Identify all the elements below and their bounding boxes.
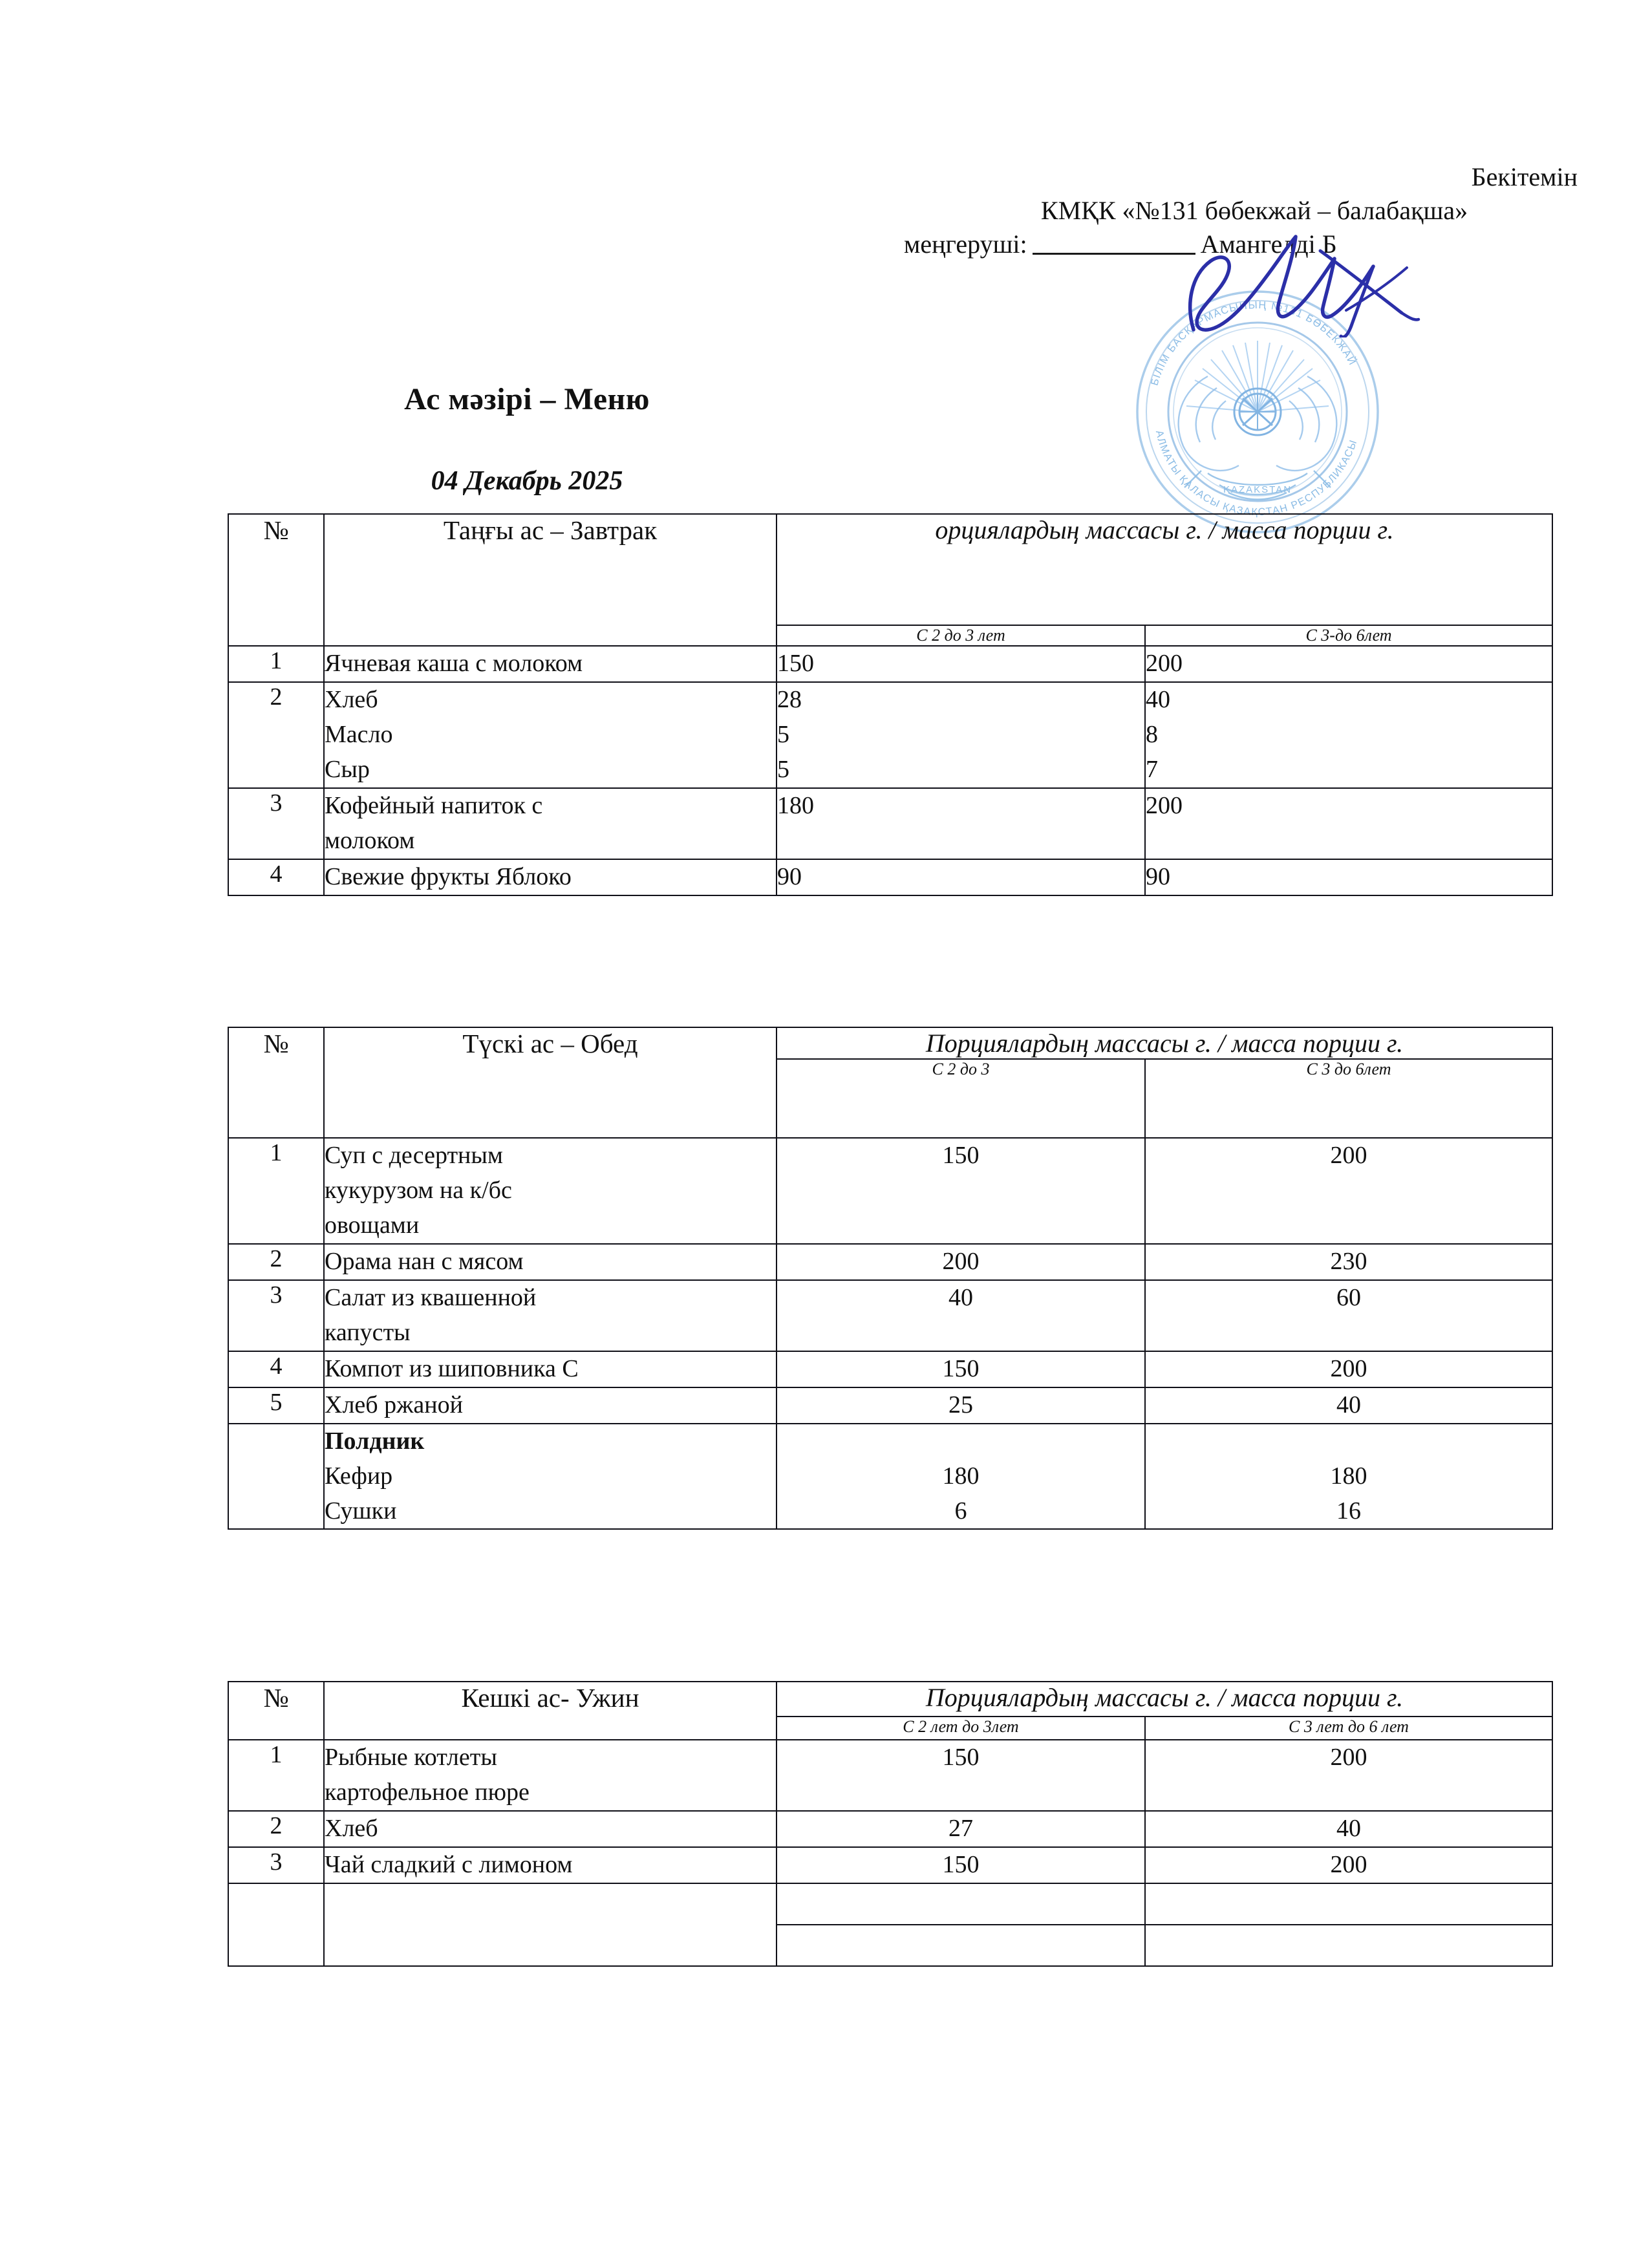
- table-row: [228, 1280, 1552, 1351]
- table-row: [228, 859, 1552, 895]
- row-number: 3: [228, 788, 324, 859]
- dish-name: [324, 1280, 777, 1351]
- portion-age-3-6: [1145, 1351, 1552, 1387]
- cell-line: Сушки: [325, 1497, 397, 1524]
- dish-name: [324, 646, 777, 682]
- row-number: 2: [228, 1811, 324, 1847]
- cell-line: 150: [942, 1142, 980, 1169]
- organization-name: КМҚК «№131 бөбекжай – балабақша»: [1040, 196, 1468, 225]
- dish-name: [324, 788, 777, 859]
- empty-row-portion-b: [1145, 1925, 1552, 1966]
- column-subheader-age-a: С 2 лет до 3лет: [777, 1717, 1145, 1740]
- row-number: 2: [228, 682, 324, 788]
- lunch-body: [228, 1027, 1552, 1529]
- portion-age-3-6: [1145, 1280, 1552, 1351]
- empty-row: [228, 1883, 1552, 1925]
- column-header-mass: Порциялардың массасы г. / масса порции г.: [777, 1682, 1552, 1717]
- dinner-body: [228, 1682, 1552, 1966]
- cell-line: Чай сладкий с лимоном: [325, 1850, 573, 1878]
- cell-line: Салат из квашенной: [325, 1283, 537, 1311]
- cell-line: 230: [1330, 1247, 1367, 1275]
- dish-name: [324, 1351, 777, 1387]
- column-header-meal: Кешкі ас- Ужин: [324, 1682, 777, 1740]
- table-row: [228, 682, 1552, 788]
- breakfast-table: [228, 513, 1553, 896]
- row-number: [228, 1424, 324, 1530]
- cell-line: 200: [1330, 1142, 1367, 1169]
- cell-line: 150: [777, 650, 814, 677]
- row-number: 3: [228, 1280, 324, 1351]
- row-number: 3: [228, 1847, 324, 1883]
- column-header-number: №: [228, 1027, 324, 1138]
- dish-name: [324, 1244, 777, 1280]
- cell-line: Рыбные котлеты: [325, 1744, 497, 1771]
- portion-age-3-6: [1145, 1740, 1552, 1811]
- portion-age-3-6: [1145, 788, 1552, 859]
- cell-line: [1146, 1424, 1552, 1459]
- cell-line: 60: [1336, 1283, 1361, 1311]
- seal-outer-text: БІЛІМ БАСҚАРМАСЫНЫҢ №131 БӨБЕКЖАЙ: [1149, 299, 1358, 387]
- row-number: 1: [228, 646, 324, 682]
- cell-line: 5: [777, 755, 789, 783]
- cell-line: [777, 1424, 1144, 1459]
- lunch-table: [228, 1027, 1553, 1530]
- signature-row: [892, 228, 1616, 261]
- portion-age-3-6: [1145, 1387, 1552, 1424]
- dish-name: [324, 1387, 777, 1424]
- column-header-mass: Порциялардың массасы г. / масса порции г.: [777, 1027, 1552, 1059]
- cell-line: 200: [1330, 1850, 1367, 1878]
- dish-name: [324, 1811, 777, 1847]
- cell-line: 5: [777, 720, 789, 748]
- dish-name: [324, 1740, 777, 1811]
- table-row: [228, 788, 1552, 859]
- cell-line: овощами: [325, 1211, 420, 1239]
- empty-row-portion-b: [1145, 1883, 1552, 1925]
- signature-line: [1033, 253, 1195, 255]
- portion-age-2-3: [777, 1138, 1145, 1244]
- cell-line: кукурузом на к/бс: [325, 1176, 512, 1204]
- approval-block: [892, 160, 1616, 261]
- dish-name: [324, 1138, 777, 1244]
- cell-line: 200: [1330, 1744, 1367, 1771]
- portion-age-2-3: [777, 1387, 1145, 1424]
- portion-age-3-6: [1145, 1424, 1552, 1530]
- cell-line: 16: [1336, 1497, 1361, 1524]
- row-number: 4: [228, 859, 324, 895]
- portion-age-2-3: [777, 1424, 1145, 1530]
- portion-age-2-3: [777, 1740, 1145, 1811]
- menu-date: 04 Декабрь 2025: [431, 466, 623, 496]
- cell-line: капусты: [325, 1318, 411, 1346]
- cell-line: 150: [942, 1850, 980, 1878]
- empty-row-portion-a: [777, 1883, 1145, 1925]
- portion-age-3-6: [1145, 1244, 1552, 1280]
- row-number: 4: [228, 1351, 324, 1387]
- cell-line: Полдник: [325, 1427, 425, 1455]
- table-row: [228, 1424, 1552, 1530]
- empty-row-dish: [324, 1925, 777, 1966]
- table-row: [228, 1740, 1552, 1811]
- cell-line: Суп с десертным: [325, 1142, 503, 1169]
- cell-line: 150: [942, 1354, 980, 1382]
- seal-outer-text-bottom: АЛМАТЫ ҚАЛАСЫ ҚАЗАҚСТАН РЕСПУБЛИКАСЫ: [1153, 429, 1360, 519]
- portion-age-2-3: [777, 859, 1145, 895]
- portion-age-3-6: [1145, 1138, 1552, 1244]
- row-number: 1: [228, 1138, 324, 1244]
- cell-line: Свежие фрукты Яблоко: [325, 862, 572, 890]
- dish-name: [324, 859, 777, 895]
- empty-row-dish: [324, 1883, 777, 1925]
- cell-line: 28: [777, 685, 802, 713]
- cell-line: 40: [948, 1283, 973, 1311]
- portion-age-3-6: [1145, 682, 1552, 788]
- cell-line: Кофейный напиток с: [325, 791, 543, 819]
- empty-row-number: [228, 1883, 324, 1925]
- cell-line: Хлеб: [325, 685, 378, 713]
- cell-line: Сыр: [325, 755, 370, 783]
- cell-line: Хлеб: [325, 1814, 378, 1842]
- column-subheader-age-a: С 2 до 3: [777, 1059, 1145, 1138]
- column-subheader-age-b: С 3 лет до 6 лет: [1145, 1717, 1552, 1740]
- cell-line: 7: [1146, 755, 1158, 783]
- page-title: Ас мәзірі – Меню: [404, 382, 650, 416]
- portion-age-2-3: [777, 1244, 1145, 1280]
- column-header-number: №: [228, 1682, 324, 1740]
- portion-age-2-3: [777, 646, 1145, 682]
- cell-line: 90: [777, 862, 802, 890]
- director-name: Амангелді Б: [1200, 230, 1337, 259]
- cell-line: 180: [942, 1462, 980, 1490]
- column-subheader-age-b: С 3 до 6лет: [1145, 1059, 1552, 1138]
- column-header-meal: Таңғы ас – Завтрак: [324, 514, 777, 646]
- cell-line: 6: [954, 1497, 967, 1524]
- portion-age-3-6: [1145, 646, 1552, 682]
- seal-inner-text: KAZAKSTAN: [1223, 484, 1292, 495]
- column-header-meal: Түскі ас – Обед: [324, 1027, 777, 1138]
- portion-age-2-3: [777, 788, 1145, 859]
- portion-age-3-6: [1145, 1811, 1552, 1847]
- cell-line: 40: [1336, 1814, 1361, 1842]
- cell-line: 200: [1330, 1354, 1367, 1382]
- cell-line: Орама нан с мясом: [325, 1247, 524, 1275]
- portion-age-2-3: [777, 1280, 1145, 1351]
- approval-word: Бекітемін: [1471, 162, 1578, 191]
- cell-line: 27: [948, 1814, 973, 1842]
- cell-line: Масло: [325, 720, 393, 748]
- column-header-number: №: [228, 514, 324, 646]
- portion-age-2-3: [777, 1847, 1145, 1883]
- cell-line: 200: [1146, 650, 1183, 677]
- cell-line: Компот из шиповника С: [325, 1354, 579, 1382]
- column-subheader-age-b: С 3-до 6лет: [1145, 625, 1552, 646]
- dish-name: [324, 1424, 777, 1530]
- cell-line: 25: [948, 1391, 973, 1418]
- cell-line: 200: [1146, 791, 1183, 819]
- position-label: меңгеруші:: [904, 230, 1027, 259]
- official-seal: [1099, 279, 1416, 538]
- column-header-mass: орциялардың массасы г. / масса порции г.: [777, 514, 1552, 625]
- table-header-row: [228, 514, 1552, 625]
- table-row: [228, 1387, 1552, 1424]
- portion-age-3-6: [1145, 859, 1552, 895]
- breakfast-body: [228, 514, 1552, 895]
- cell-line: 200: [942, 1247, 980, 1275]
- table-row: [228, 1847, 1552, 1883]
- dish-name: [324, 1847, 777, 1883]
- table-header-row: [228, 1027, 1552, 1059]
- table-row: [228, 1244, 1552, 1280]
- portion-age-2-3: [777, 1351, 1145, 1387]
- portion-age-3-6: [1145, 1847, 1552, 1883]
- row-number: 1: [228, 1740, 324, 1811]
- cell-line: 8: [1146, 720, 1158, 748]
- table-row: [228, 1351, 1552, 1387]
- column-subheader-age-a: С 2 до 3 лет: [777, 625, 1145, 646]
- table-row: [228, 646, 1552, 682]
- dinner-table: [228, 1681, 1553, 1967]
- row-number: 2: [228, 1244, 324, 1280]
- cell-line: Ячневая каша с молоком: [325, 650, 583, 677]
- table-header-row: [228, 1682, 1552, 1717]
- cell-line: Кефир: [325, 1462, 393, 1490]
- cell-line: 150: [942, 1744, 980, 1771]
- cell-line: 40: [1146, 685, 1170, 713]
- cell-line: 180: [777, 791, 814, 819]
- cell-line: 90: [1146, 862, 1170, 890]
- portion-age-2-3: [777, 682, 1145, 788]
- cell-line: картофельное пюре: [325, 1778, 530, 1806]
- cell-line: 40: [1336, 1391, 1361, 1418]
- empty-row: [228, 1925, 1552, 1966]
- empty-row-number: [228, 1925, 324, 1966]
- empty-row-portion-a: [777, 1925, 1145, 1966]
- table-row: [228, 1138, 1552, 1244]
- portion-age-2-3: [777, 1811, 1145, 1847]
- cell-line: Хлеб ржаной: [325, 1391, 463, 1418]
- table-row: [228, 1811, 1552, 1847]
- row-number: 5: [228, 1387, 324, 1424]
- dish-name: [324, 682, 777, 788]
- cell-line: молоком: [325, 826, 415, 854]
- cell-line: 180: [1330, 1462, 1367, 1490]
